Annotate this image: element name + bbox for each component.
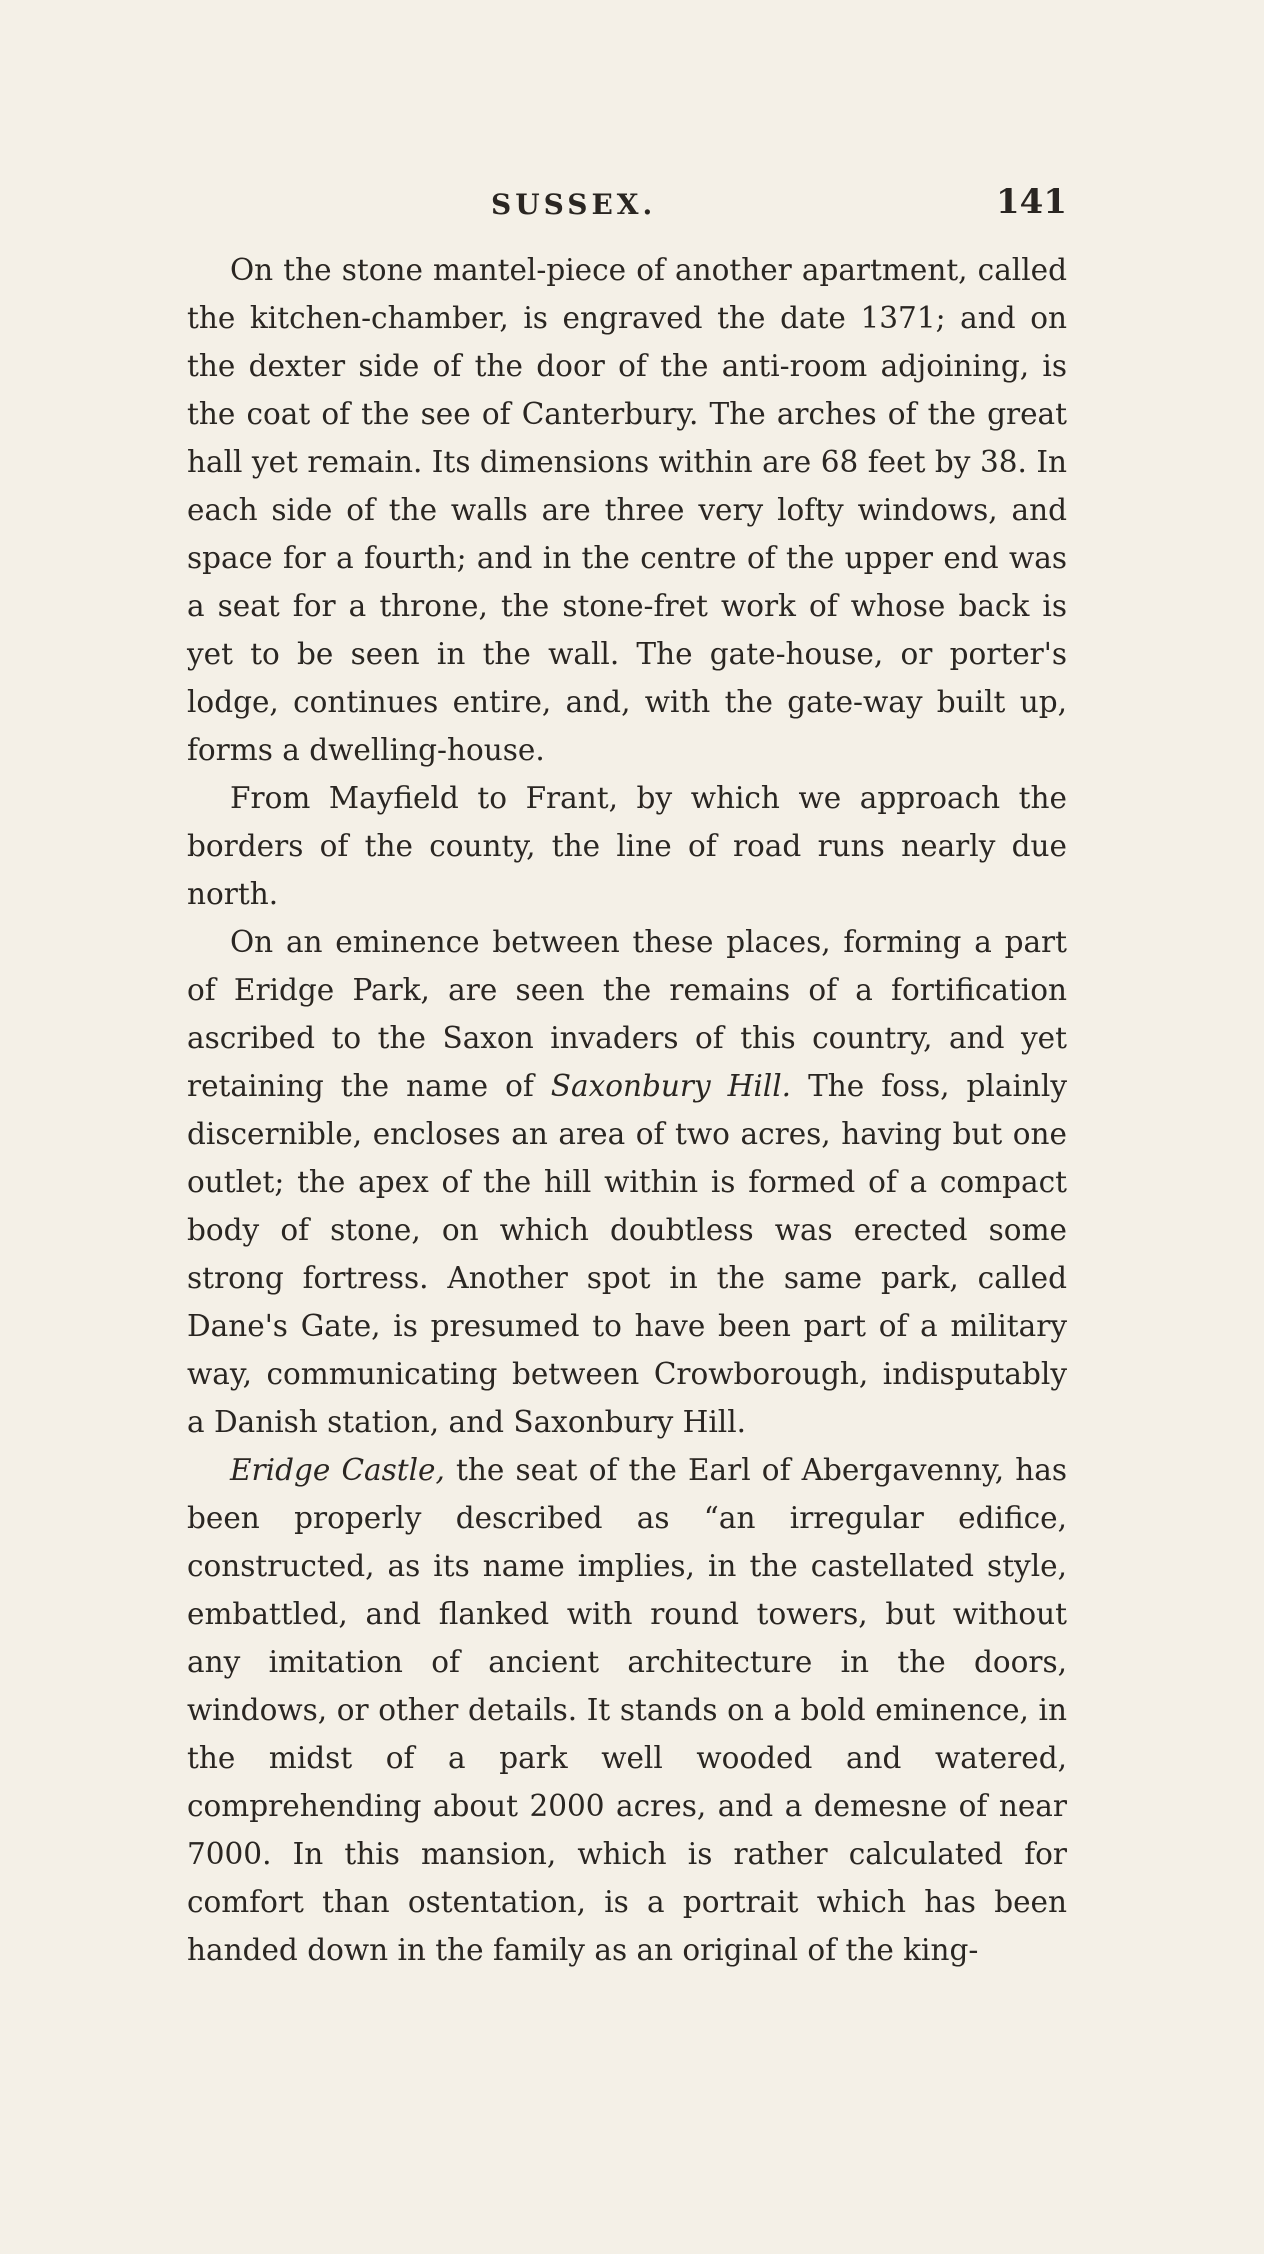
paragraph-4-text: the seat of the Earl of Abergavenny, has been properly described as “an irregular edifice, constructed, as its name implies, in the castellated style, embattled, and flanked with round towers, but without any imitation of ancient architecture in the doors, windows, or other details. It stands on a bold eminence, in the midst of a park well wooded and watered, comprehending about 2000 acres, and a demesne of near 7000. In this mansion, which is rather calculated for comfort than ostentation, is a portrait which has been handed down in the family as an original of the king-: [187, 1453, 1067, 1967]
paragraph-3-text-after: The foss, plainly discernible, encloses an area of two acres, having but one outlet; the apex of the hill within is formed of a compact body of stone, on which doubtless was erected some strong fortress. Another spot in the same park, called Dane's Gate, is presumed to have been part of a military way, communicating between Crowborough, indisputably a Danish station, and Saxonbury Hill.: [187, 1069, 1067, 1439]
paragraph-1: [187, 246, 1067, 774]
paragraph-4: [187, 1446, 1067, 1974]
page-header: [187, 176, 1067, 226]
page-number: 141: [996, 182, 1067, 222]
paragraph-2: [187, 774, 1067, 918]
paragraph-1-text: On the stone mantel-piece of another apartment, called the kitchen-chamber, is engraved the date 1371; and on the dexter side of the door of the anti-room adjoining, is the coat of the see of Canterbury. The arches of the great hall yet remain. Its dimensions within are 68 feet by 38. In each side of the walls are three very lofty windows, and space for a fourth; and in the centre of the upper end was a seat for a throne, the stone-fret work of whose back is yet to be seen in the wall. The gate-house, or porter's lodge, continues entire, and, with the gate-way built up, forms a dwelling-house.: [187, 253, 1067, 767]
running-head: SUSSEX.: [491, 188, 657, 221]
italic-place-name: Saxonbury Hill.: [550, 1069, 792, 1103]
body-text: [187, 246, 1067, 1974]
paragraph-2-text: From Mayfield to Frant, by which we approach the borders of the county, the line of road runs nearly due north.: [187, 781, 1067, 911]
paragraph-3-text-before: On an eminence between these places, forming a part of Eridge Park, are seen the remains of a fortification ascribed to the Saxon invaders of this country, and yet retaining the name of: [187, 925, 1067, 1103]
paragraph-3: [187, 918, 1067, 1446]
italic-castle-name: Eridge Castle,: [230, 1453, 445, 1487]
